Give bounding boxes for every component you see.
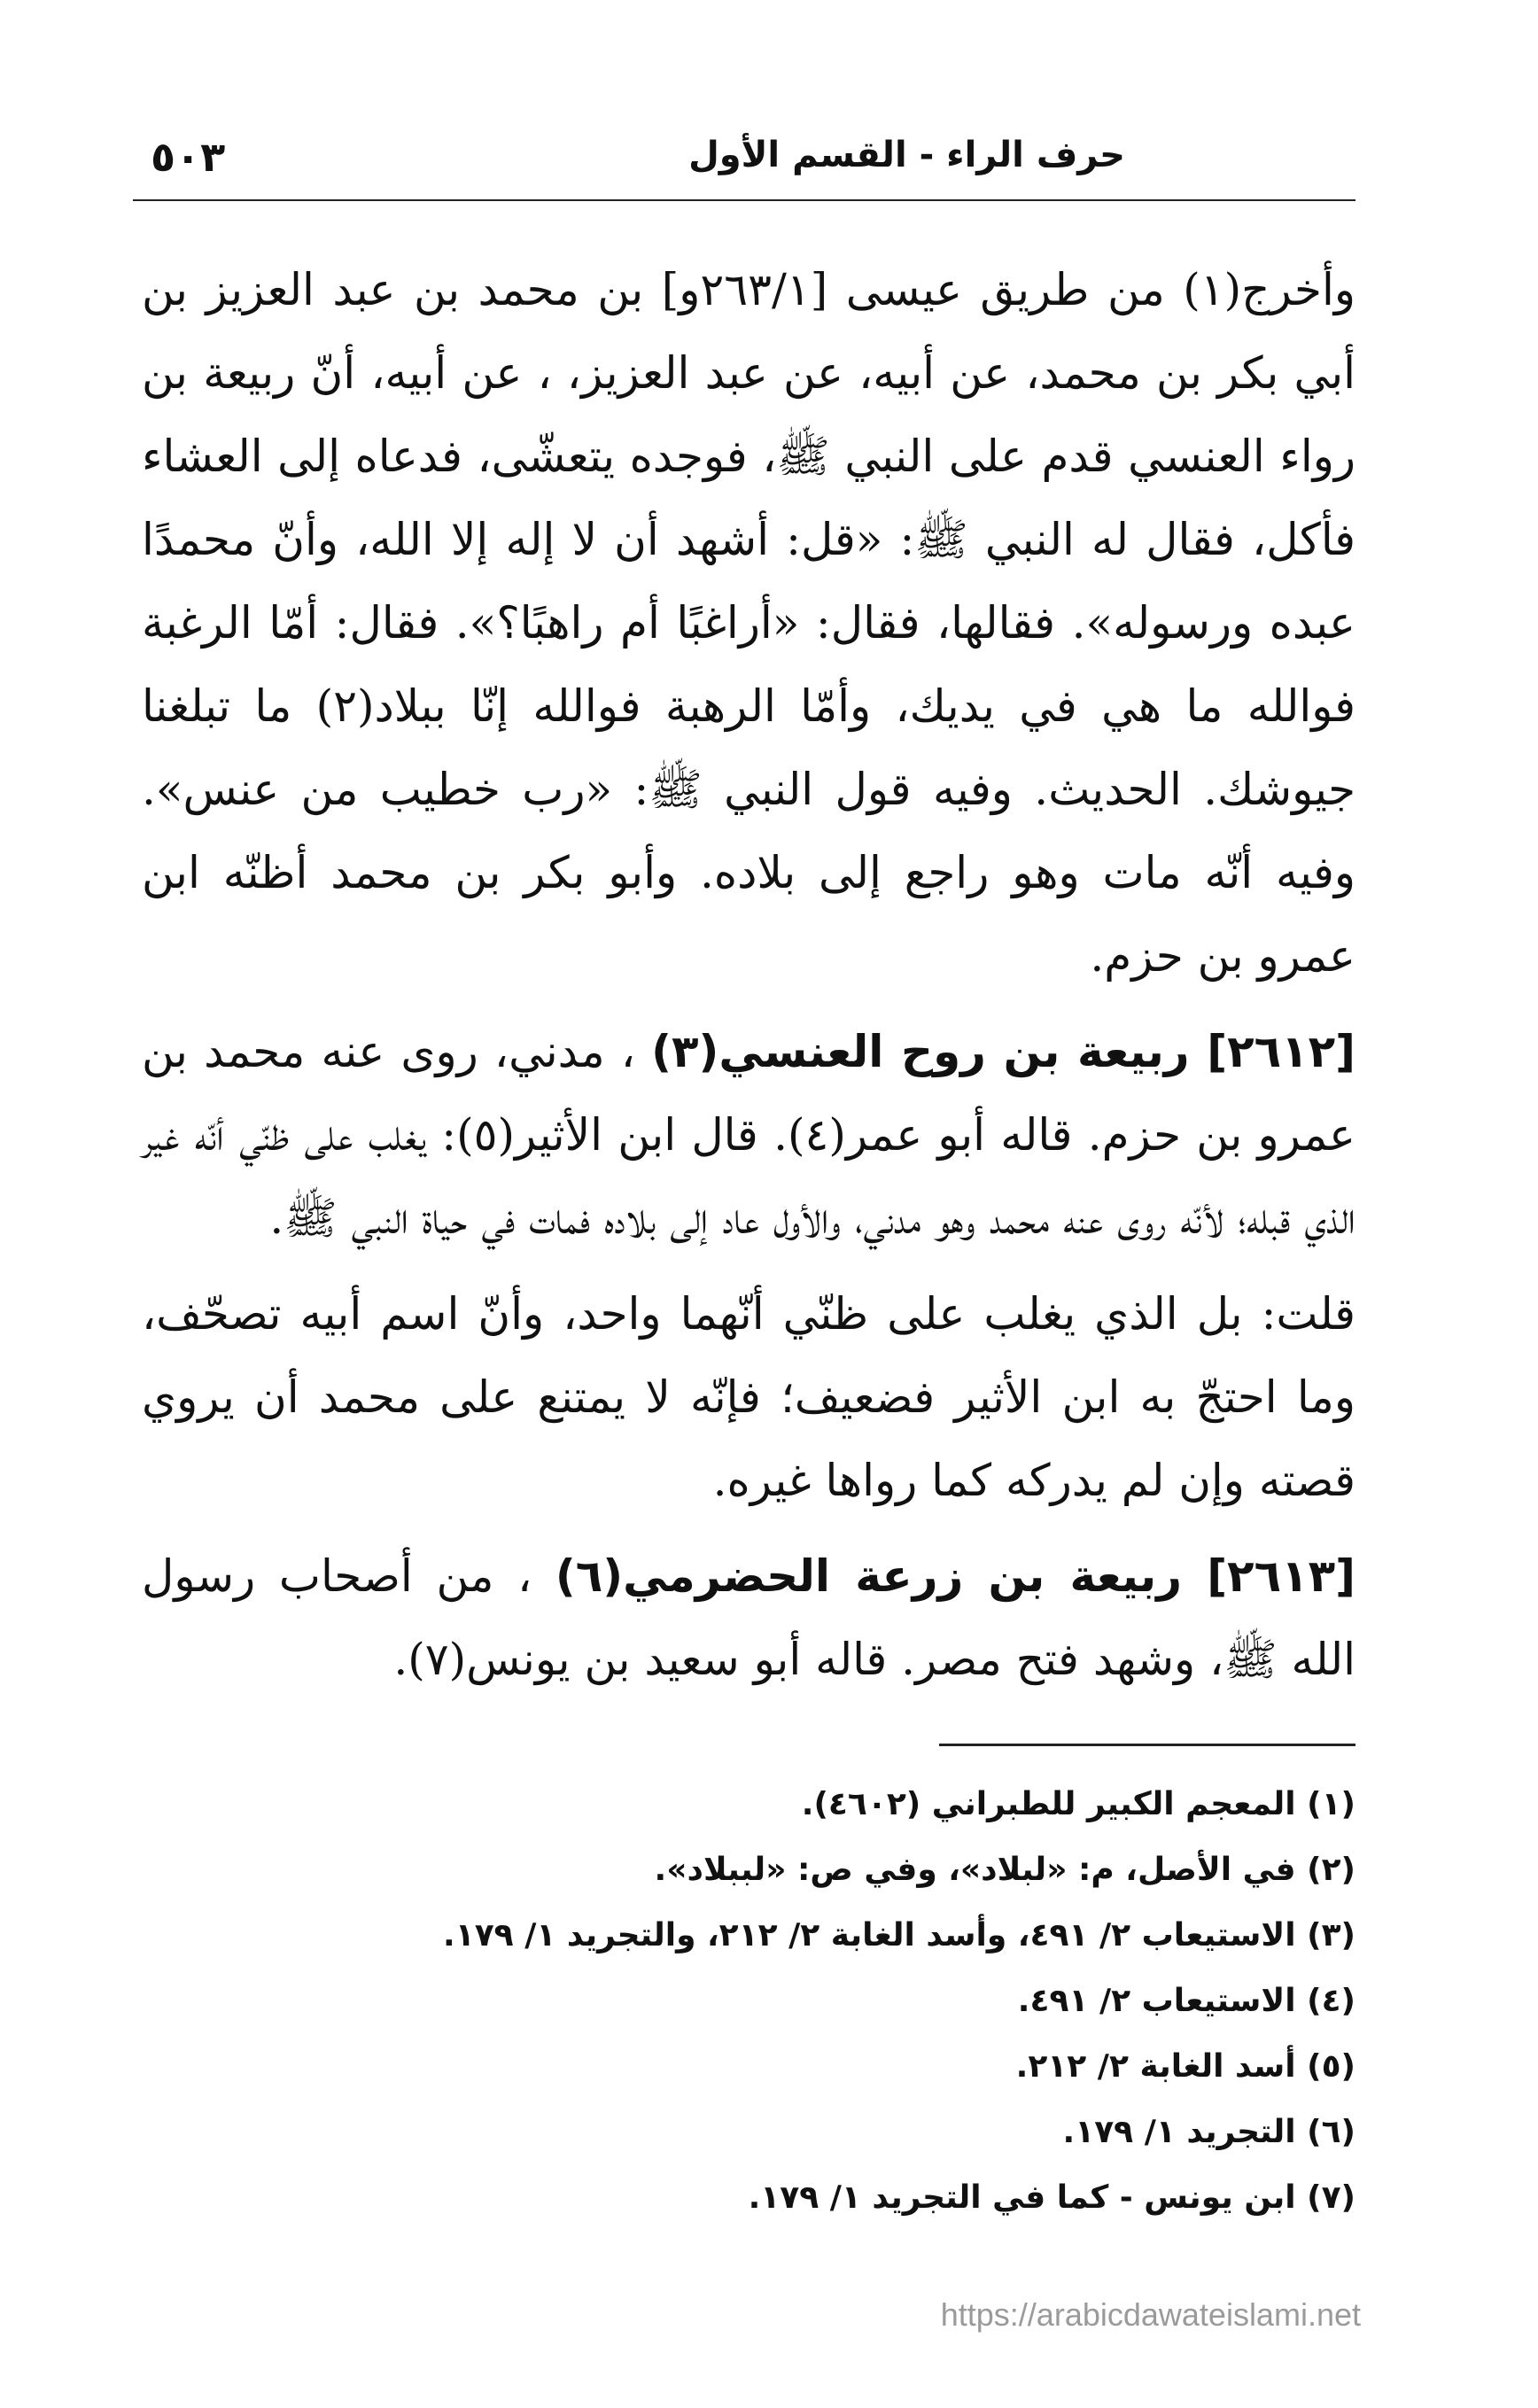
entry-text: ، مدني، روى عنه محمد بن عمرو بن حزم. قاله أبو عمر(٤). قال ابن الأثير(٥): يغلب على ظنّي أنّه غير الذي قبله؛ لأنّه روى عنه محمد وهو مدني، والأول عاد إلى بلاده فمات في حياة النبي ﷺ. [142, 1026, 1355, 1244]
watermark-url: https://arabicdawateislami.net [940, 2296, 1361, 2333]
main-text [142, 248, 1355, 1713]
entry-heading: [٢٦١٣] ربيعة بن زرعة الحضرمي(٦) [555, 1550, 1355, 1602]
header-rule [133, 199, 1355, 201]
footnote-7: (٧) ابن يونس - كما في التجريد ١/ ١٧٩. [748, 2179, 1355, 2216]
paragraph-hadith [142, 248, 1355, 998]
entry-2612 [142, 1010, 1355, 1260]
entry-heading: [٢٦١٢] ربيعة بن روح العنسي(٣) [651, 1026, 1356, 1077]
footnote-5: (٥) أسد الغابة ٢/ ٢١٢. [1015, 2048, 1355, 2085]
paragraph-commentary [142, 1272, 1355, 1522]
footnotes-list [142, 1772, 1355, 2231]
footnote-2: (٢) في الأصل، م: «لبلاد»، وفي ص: «لببلاد». [654, 1852, 1355, 1888]
footnote-6: (٦) التجريد ١/ ١٧٩. [1062, 2114, 1355, 2150]
page-number: ٥٠٣ [151, 133, 226, 181]
footnote-3: (٣) الاستيعاب ٢/ ٤٩١، وأسد الغابة ٢/ ٢١٢، والتجريد ١/ ١٧٩. [443, 1917, 1355, 1954]
footnote-4: (٤) الاستيعاب ٢/ ٤٩١. [1017, 1983, 1355, 2019]
running-head: حرف الراء - القسم الأول [688, 135, 1125, 175]
paragraph-text: قلت: بل الذي يغلب على ظنّي أنّهما واحد، وأنّ اسم أبيه تصحّف، وما احتجّ به ابن الأثير فضعيف؛ فإنّه لا يمتنع على محمد أن يروي قصته وإن لم يدركه كما رواها غيره. [142, 1288, 1355, 1506]
footnote-1: (١) المعجم الكبير للطبراني (٤٦٠٢). [801, 1786, 1355, 1822]
paragraph-text: وأخرج(١) من طريق عيسى [٢٦٣/١و] بن محمد بن عبد العزيز بن أبي بكر بن محمد، عن أبيه، عن عبد العزيز، ، عن أبيه، أنّ ربيعة بن رواء العنسي قدم على النبي ﷺ، فوجده يتعشّى، فدعاه إلى العشاء فأكل، فقال له النبي ﷺ: «قل: أشهد أن لا إله إلا الله، وأنّ محمدًا عبده ورسوله». فقالها، فقال: «أراغبًا أم راهبًا؟». فقال: أمّا الرغبة فوالله ما هي في يديك، وأمّا الرهبة فوالله إنّا ببلاد(٢) ما تبلغنا جيوشك. الحديث. وفيه قول النبي ﷺ: «رب خطيب من عنس». وفيه أنّه مات وهو راجع إلى بلاده. وأبو بكر بن محمد أظنّه ابن عمرو بن حزم. [142, 264, 1355, 982]
entry-text: ، من أصحاب رسول الله ﷺ، وشهد فتح مصر. قاله أبو سعيد بن يونس(٧). [142, 1550, 1355, 1685]
entry-2613 [142, 1534, 1355, 1701]
page-header [133, 133, 1355, 195]
footnote-separator [939, 1744, 1355, 1746]
